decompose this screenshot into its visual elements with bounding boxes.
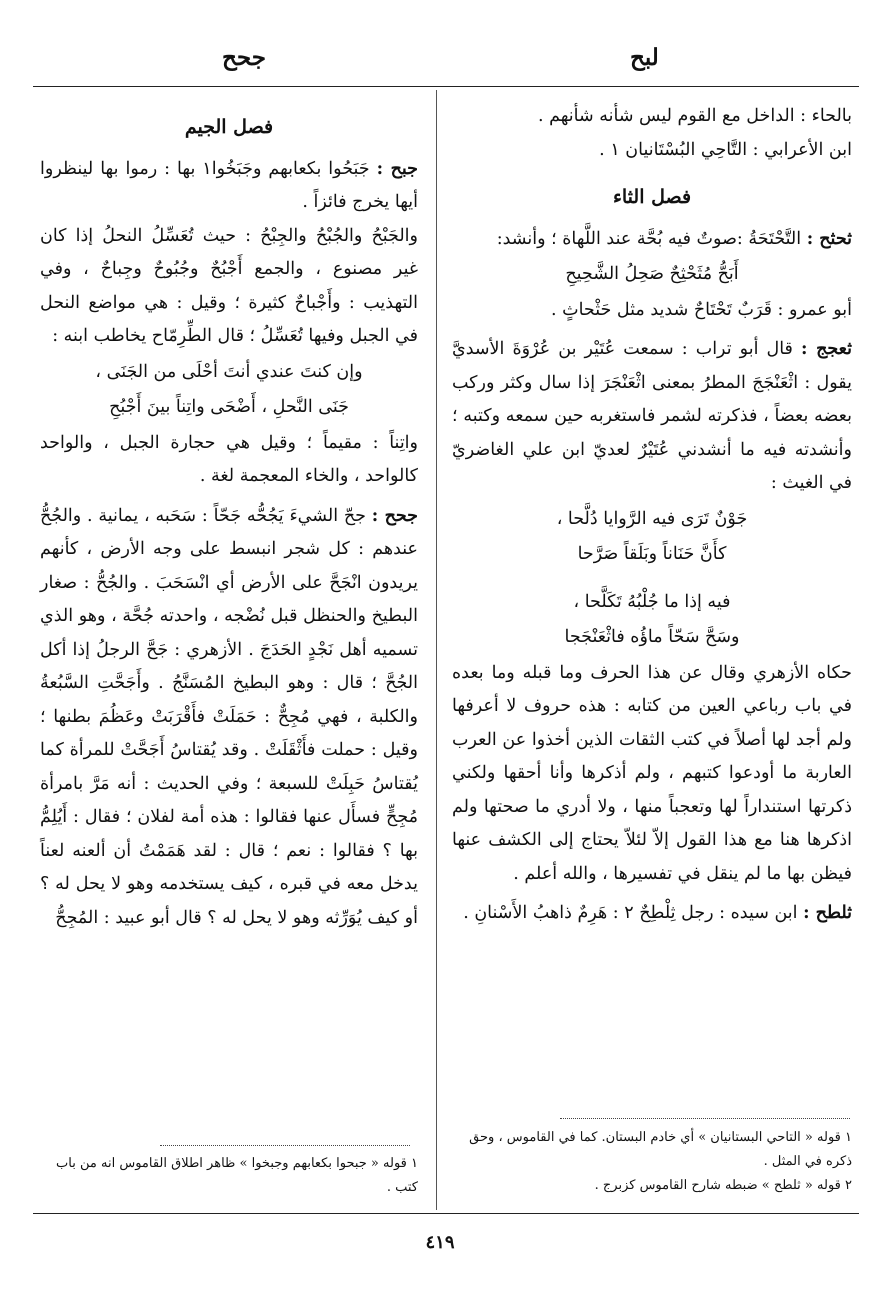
- intro-line: ابن الأعرابي : التَّاحِي البُسْتَانيان ١ .: [599, 139, 852, 160]
- verse-line: جَوْنٌ تَرَى فيه الرَّوايا دُلَّحا ،: [556, 508, 748, 529]
- verse-line: أَبَحُّ مُثَحْثِحٌ صَحِلُ الشَّحِيحِ: [565, 264, 739, 284]
- verse-line: كأَنَّ حَنَاناً وبَلَقاً صَرَّحا: [577, 544, 727, 564]
- entry-text: جحّ الشيءَ يَجُحُّه جَحّاً : سَحَبه ، يمانية . والجُحُّ عندهم : كل شجر انبسط على وجه الأرض ، كأنهم يريدون انْجَحَّ على الأرض أي انْسَحَبَ . والجُحُّ : صغار البطيخ والحنظل قبل نُضْجه ، واحدته جُحَّة ، وهو الذي تسميه أهل نَجْدٍ الحَدَجَ . الأزهري : جَحَّ الرجلُ إذا أكل الجُحَّ ؛ قال : وهو البطيخ المُسَنَّجُ . وأَجَحَّتِ السَّبُعةُ والكلبة ، فهي مُجِحٌّ : حَمَلَتْ فأَقْرَبَتْ وعَظُمَ بطنها ؛ وقيل : حملت فأَثْقَلَتْ . وقد يُقتاسُ أَجَحَّتْ للمرأة كما يُقتاسُ حَبِلَتْ للسبعة ؛ وفي الحديث : أنه مَرَّ بامرأة مُجِحٍّ فسأَل عنها فقالوا : هذه أمة لفلان ؛ فقال : أَيُلِمُّ بها ؟ فقالوا : نعم ؛ قال : لقد هَمَمْتُ أن ألعنه لعناً يدخل معه في قبره ، كيف يستخدمه وهو لا يحل له ؟ أو كيف يُوَرِّثه وهو لا يحل له ؟ قال أبو عبيد : المُجِحُّ: [40, 505, 418, 928]
- entry-text: والجَبْحُ والجُبْحُ والجِبْحُ : حيث تُعَسِّلُ النحلُ إذا كان غير مصنوع ، والجمع أَجْبُحٌ وجُبُوحٌ وجِباحٌ ، وفي التهذيب : وأَجْباحٌ كثيرة ؛ وقيل : هي مواضع النحل في الجبل وفيها تُعَسِّلُ ؛ قال الطِّرِمّاح يخاطب ابنه :: [40, 225, 418, 346]
- entry-text: جَبَحُوا بكعابهم وجَبَخُوا١ بها : رموا بها لينظروا أيها يخرج فائزاً .: [40, 158, 418, 212]
- footer-rule: [33, 1213, 859, 1214]
- entry-thajaj: [452, 333, 852, 891]
- entry-headword: ثلطح :: [803, 903, 852, 923]
- header-right-word: لبح: [630, 44, 659, 71]
- entry-thaltah: [452, 897, 852, 931]
- column-divider: [436, 90, 437, 1210]
- entry-headword: جحح :: [371, 505, 418, 526]
- header-rule: [33, 86, 859, 87]
- verse-line: وسَحَّ سَحّاً ماؤُه فاثْعَنْجَجا: [564, 627, 740, 647]
- footnote: ١ قوله « التاحي البستانيان » أي خادم البستان. كما في القاموس ، وحق ذكره في المثل .: [469, 1130, 852, 1169]
- intro-line: بالحاء : الداخل مع القوم ليس شأنه شأنهم .: [537, 106, 852, 126]
- entry-jahah: [40, 500, 418, 936]
- footnote-rule: [560, 1118, 850, 1119]
- entry-text: ابن سيده : رجل ثِلْطِحٌ ٢ : هَرِمٌ ذاهبُ الأَسْنانِ .: [463, 903, 798, 923]
- left-footnotes: [40, 1152, 418, 1200]
- footnote: ١ قوله « جبحوا بكعابهم وجبخوا » ظاهر اطلاق القاموس انه من باب كتب .: [56, 1156, 418, 1195]
- entry-text: قال أبو تراب : سمعت عُتَيْر بن عُرْوَةَ الأسديَّ يقول : اثْعَنْجَجَ المطرُ بمعنى اثْعَنْجَرَ إذا سال وكثر وركب بعضه بعضاً ، فذكرته لشمر فاستغربه حين سمعه وكتبه ؛ وأنشدته فيه ما أنشدني عُتَيْرٌ لعديّ ابن علي الغاضريّ في الغيث :: [452, 339, 852, 493]
- entry-headword: ثعجج :: [801, 339, 852, 359]
- header-left-word: جحح: [222, 44, 266, 71]
- verse-line: جَنَى النَّحلِ ، أَضْحَى واتِناً بينَ أَجْبُحِ: [109, 397, 349, 417]
- entry-jabah: [40, 153, 418, 494]
- footnote: ٢ قوله « ثلطح » ضبطه شارح القاموس كزبرج .: [594, 1178, 852, 1193]
- right-footnotes: [452, 1126, 852, 1198]
- left-column: [40, 107, 418, 941]
- entry-thahtah: [452, 223, 852, 328]
- section-title-jim: فصل الجيم: [184, 116, 274, 138]
- verse-line: فيه إذا ما جُلْبُهُ تَكَلَّحا ،: [573, 591, 731, 612]
- entry-text: أبو عمرو : قَرَبٌ تَحْتَاحٌ شديد مثل حَثْحاثٍ .: [551, 299, 852, 320]
- right-column: [452, 100, 852, 937]
- entry-text: واتِناً : مقيماً ؛ وقيل هي حجارة الجبل ، والواحد كالواحد ، والخاء المعجمة لغة .: [40, 432, 418, 486]
- entry-text: التَّحْتَحَةُ :صوتٌ فيه بُحَّة عند اللَّهاة ؛ وأنشد:: [496, 228, 802, 249]
- entry-text: حكاه الأزهري وقال عن هذا الحرف وما قبله وما بعده في باب رباعي العين من كتابه : هذه حروف لا أعرفها ولم أجد لها أصلاً في كتب الثقات الذين أخذوا عن العرب العاربة ما أودعوا كتبهم ، ولم أذكرها وأنا أحقها ولكني ذكرتها استنداراً لها وتعجباً منها ، ولا أدري ما صحتها ولم اذكرها هنا مع هذا القول إلاّ لئلاّ يحتاج إلى الكشف عنها فيظن بها ما لم ينقل في تفسيرها ، والله أعلم .: [452, 662, 852, 884]
- verse-line: وإن كنتَ عندي أنتَ أحْلَى من الجَنَى ،: [95, 361, 363, 382]
- entry-headword: جبح :: [376, 158, 418, 179]
- footnote-rule: [160, 1145, 410, 1146]
- section-title-tha: فصل الثاء: [612, 186, 692, 208]
- page-number: ٤١٩: [425, 1232, 455, 1253]
- entry-headword: ثحثح :: [806, 228, 852, 249]
